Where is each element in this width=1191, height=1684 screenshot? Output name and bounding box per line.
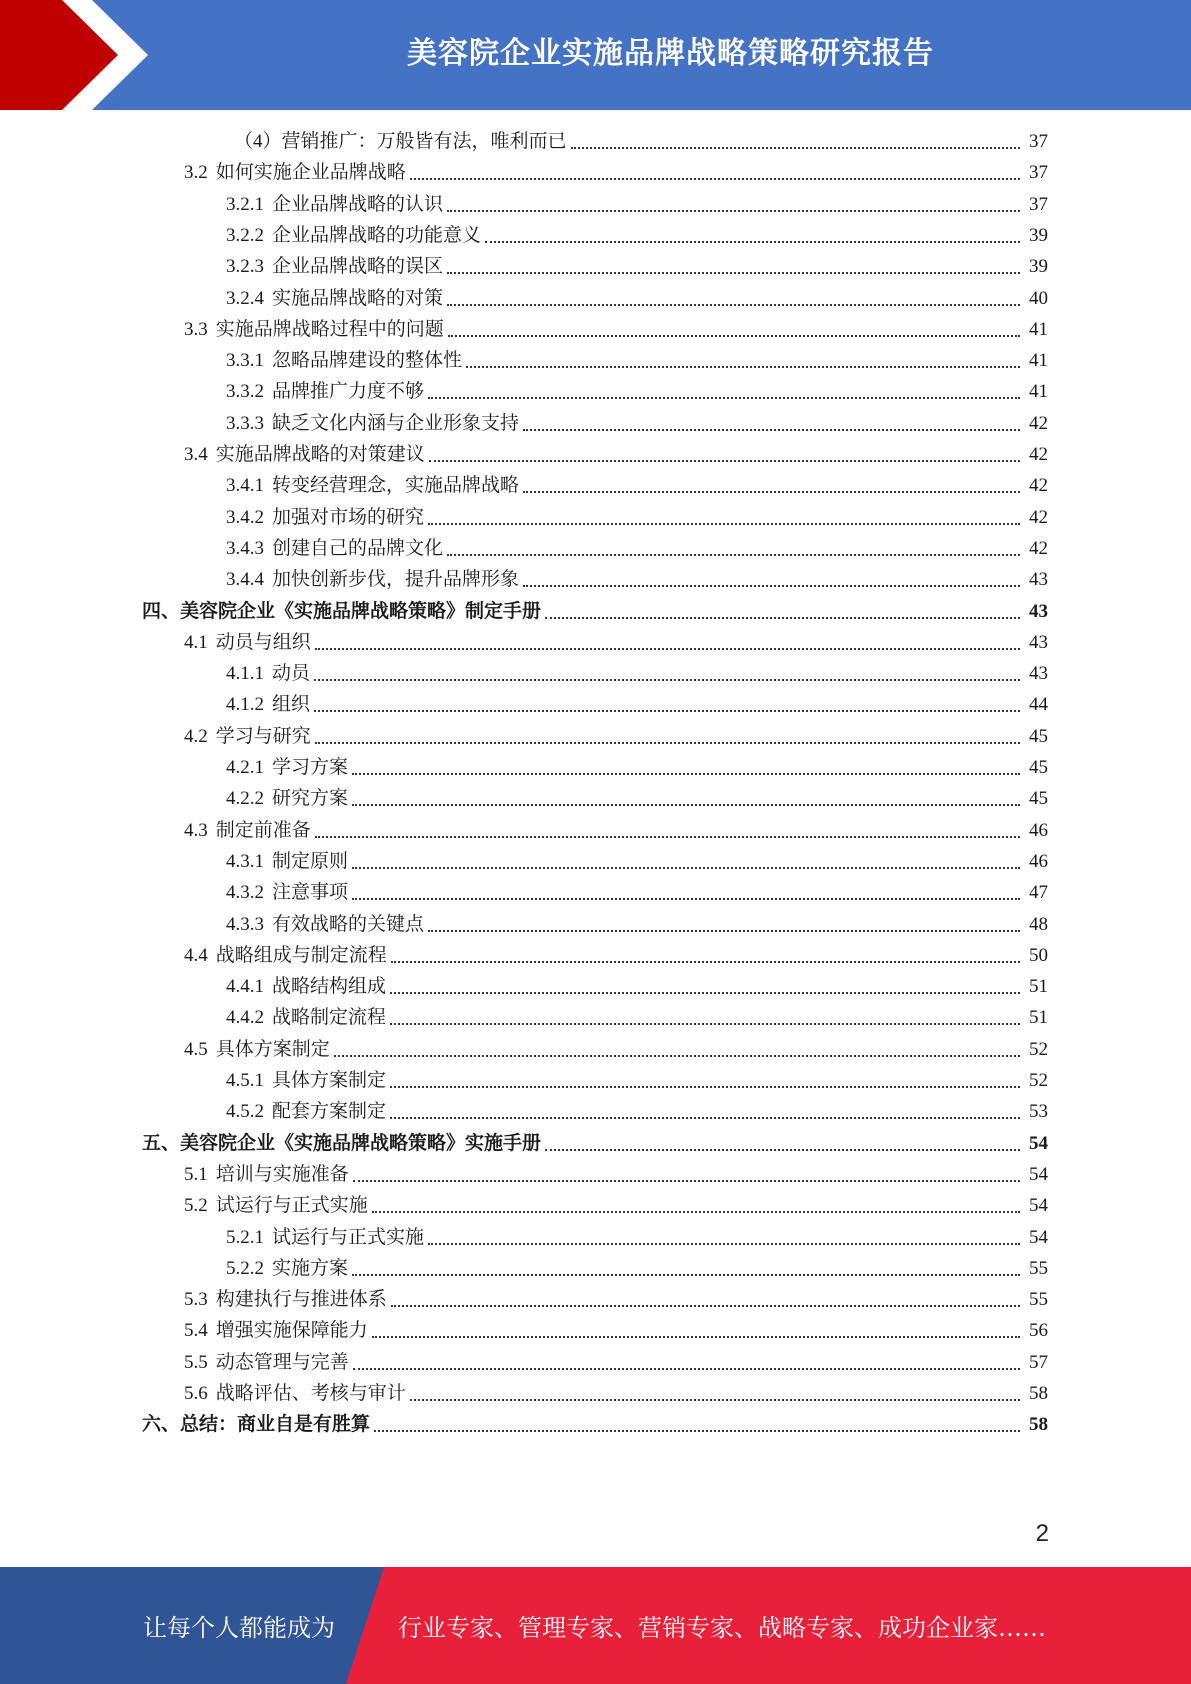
toc-entry[interactable] <box>184 817 1048 845</box>
toc-entry-page: 54 <box>1029 1132 1048 1154</box>
footer-slogan-left: 让每个人都能成为 <box>143 1614 335 1642</box>
toc-dot-leader <box>353 1180 1020 1182</box>
toc-dot-leader <box>372 1336 1020 1338</box>
toc-dot-leader <box>314 679 1020 681</box>
toc-entry[interactable] <box>226 535 1048 563</box>
toc-entry-title: 忽略品牌建设的整体性 <box>272 350 463 372</box>
toc-entry-title: 企业品牌战略的误区 <box>272 256 444 278</box>
toc-entry-page: 37 <box>1029 162 1048 184</box>
toc-entry[interactable] <box>226 1004 1048 1032</box>
toc-dot-leader <box>429 460 1020 462</box>
toc-entry-number: 3.4.4 <box>226 569 264 591</box>
toc-dot-leader <box>391 1305 1020 1307</box>
toc-entry-number: 4.5.1 <box>226 1070 264 1091</box>
toc-dot-leader <box>352 804 1020 806</box>
toc-entry-title: 加强对市场的研究 <box>272 506 425 528</box>
toc-entry-page: 54 <box>1029 1163 1048 1185</box>
toc-entry[interactable] <box>142 1130 1048 1158</box>
toc-dot-leader <box>448 335 1020 337</box>
toc-entry-title: 品牌推广力度不够 <box>272 381 425 403</box>
toc-entry-page: 57 <box>1029 1351 1048 1373</box>
toc-entry-title: 动员 <box>272 663 311 685</box>
toc-dot-leader <box>390 1086 1020 1088</box>
toc-entry[interactable] <box>184 1036 1048 1064</box>
toc-entry-number: 4.1 <box>184 631 208 653</box>
toc-entry-number: 3.4.2 <box>226 506 264 528</box>
toc-entry-title: 具体方案制定 <box>272 1070 387 1091</box>
toc-entry[interactable] <box>184 723 1048 751</box>
toc-entry-page: 42 <box>1029 506 1048 528</box>
page-header <box>0 0 1191 110</box>
toc-dot-leader <box>447 304 1020 306</box>
toc-entry-title: 如何实施企业品牌战略 <box>215 162 406 184</box>
toc-dot-leader <box>410 1399 1020 1401</box>
toc-entry-page: 47 <box>1029 882 1048 904</box>
toc-entry-page: 52 <box>1029 1038 1048 1060</box>
toc-entry-page: 44 <box>1029 694 1048 716</box>
toc-entry-page: 54 <box>1029 1226 1048 1248</box>
toc-dot-leader <box>352 1274 1020 1276</box>
toc-entry-number: 4.4.1 <box>226 976 264 998</box>
toc-entry-title: （4）营销推广：万般皆有法，唯利而已 <box>234 131 567 152</box>
toc-dot-leader <box>352 773 1020 775</box>
toc-entry[interactable] <box>142 1411 1048 1439</box>
toc-dot-leader <box>315 648 1020 650</box>
toc-entry-number: 5.2.2 <box>226 1257 264 1279</box>
toc-entry[interactable] <box>184 942 1048 970</box>
toc-dot-leader <box>374 1430 1020 1432</box>
toc-dot-leader <box>545 1149 1020 1151</box>
toc-entry-title: 构建执行与推进体系 <box>215 1289 387 1311</box>
toc-entry[interactable] <box>226 285 1048 313</box>
page-footer <box>0 1567 1191 1684</box>
toc-entry[interactable] <box>226 566 1048 594</box>
toc-entry-number: 5.6 <box>184 1383 208 1404</box>
toc-entry[interactable] <box>226 848 1048 876</box>
toc-entry-number: 4.4 <box>184 944 208 966</box>
toc-entry-title: 战略结构组成 <box>272 976 387 998</box>
toc-entry-page: 51 <box>1029 1007 1048 1029</box>
toc-dot-leader <box>390 1023 1020 1025</box>
toc-dot-leader <box>485 241 1020 243</box>
report-title: 美容院企业实施品牌战略策略研究报告 <box>407 36 934 71</box>
toc-entry[interactable] <box>226 911 1048 939</box>
toc-entry-title: 企业品牌战略的认识 <box>272 193 444 215</box>
toc-entry-page: 39 <box>1029 224 1048 246</box>
toc-entry-number: 4.1.2 <box>226 694 264 716</box>
toc-entry[interactable] <box>234 128 1048 156</box>
toc-entry-page: 55 <box>1029 1257 1048 1279</box>
toc-entry[interactable] <box>184 1161 1048 1189</box>
toc-entry-number: 4.4.2 <box>226 1007 264 1029</box>
toc-entry-title: 增强实施保障能力 <box>215 1320 368 1342</box>
toc-entry-page: 52 <box>1029 1070 1048 1091</box>
toc-entry-title: 五、美容院企业《实施品牌战略策略》实施手册 <box>142 1132 542 1154</box>
toc-entry-title: 组织 <box>272 694 311 716</box>
toc-dot-leader <box>353 1368 1020 1370</box>
toc-dot-leader <box>523 585 1020 587</box>
toc-entry[interactable] <box>226 879 1048 907</box>
toc-entry-number: 4.2.2 <box>226 788 264 810</box>
toc-dot-leader <box>571 147 1020 149</box>
toc-dot-leader <box>390 1117 1020 1119</box>
toc-entry-number: 5.3 <box>184 1289 208 1311</box>
toc-entry-page: 41 <box>1029 381 1048 403</box>
toc-dot-leader <box>447 554 1020 556</box>
toc-entry-title: 转变经营理念，实施品牌战略 <box>272 475 520 497</box>
toc-entry-title: 战略制定流程 <box>272 1007 387 1029</box>
toc-entry[interactable] <box>226 691 1048 719</box>
toc-entry-title: 研究方案 <box>272 788 349 810</box>
toc-entry-page: 45 <box>1029 757 1048 778</box>
toc-entry-title: 具体方案制定 <box>215 1038 330 1060</box>
toc-entry-number: 4.2.1 <box>226 757 264 778</box>
toc-entry-number: 3.4 <box>184 444 208 465</box>
toc-entry-number: 4.3.2 <box>226 882 264 904</box>
toc-entry[interactable] <box>184 1349 1048 1377</box>
toc-entry-title: 学习方案 <box>272 757 349 778</box>
page-number: 2 <box>1035 1520 1049 1547</box>
toc-entry-page: 48 <box>1029 913 1048 935</box>
toc-entry-title: 六、总结：商业自是有胜算 <box>142 1414 371 1436</box>
toc-dot-leader <box>523 491 1020 493</box>
toc-entry[interactable] <box>184 629 1048 657</box>
toc-dot-leader <box>428 930 1020 932</box>
toc-entry-title: 四、美容院企业《实施品牌战略策略》制定手册 <box>142 600 542 622</box>
toc-entry-number: 3.3 <box>184 318 208 340</box>
toc-entry-title: 试运行与正式实施 <box>272 1226 425 1248</box>
toc-entry-page: 45 <box>1029 788 1048 810</box>
toc-entry-title: 配套方案制定 <box>272 1101 387 1123</box>
toc-entry-title: 试运行与正式实施 <box>215 1195 368 1217</box>
toc-entry[interactable] <box>184 1286 1048 1314</box>
toc-dot-leader <box>428 1243 1020 1245</box>
toc-entry-title: 战略组成与制定流程 <box>215 944 387 966</box>
toc-entry[interactable] <box>226 191 1048 219</box>
toc-entry-number: 5.2.1 <box>226 1226 264 1248</box>
toc-entry[interactable] <box>226 504 1048 532</box>
toc-entry[interactable] <box>184 159 1048 187</box>
toc-entry-title: 动态管理与完善 <box>215 1351 349 1373</box>
toc-entry-number: 4.3 <box>184 819 208 841</box>
toc-dot-leader <box>315 836 1020 838</box>
toc-entry-page: 55 <box>1029 1289 1048 1311</box>
toc-entry-title: 注意事项 <box>272 882 349 904</box>
toc-entry-number: 4.1.1 <box>226 663 264 685</box>
toc-entry-number: 4.5 <box>184 1038 208 1060</box>
toc-entry-number: 3.3.1 <box>226 350 264 372</box>
toc-entry-page: 51 <box>1029 976 1048 998</box>
toc-entry-number: 4.2 <box>184 725 208 747</box>
toc-entry-title: 培训与实施准备 <box>215 1163 349 1185</box>
toc-entry-page: 43 <box>1029 631 1048 653</box>
toc-entry[interactable] <box>184 1380 1048 1408</box>
toc-entry-page: 43 <box>1029 600 1048 622</box>
toc-entry-title: 战略评估、考核与审计 <box>215 1383 406 1404</box>
toc-entry-number: 5.1 <box>184 1163 208 1185</box>
toc-dot-leader <box>352 867 1020 869</box>
toc-entry-page: 53 <box>1029 1101 1048 1123</box>
toc-entry[interactable] <box>184 441 1048 469</box>
toc-entry-number: 5.5 <box>184 1351 208 1373</box>
toc-entry-title: 动员与组织 <box>215 631 311 653</box>
toc-entry-title: 实施品牌战略的对策建议 <box>215 444 425 465</box>
toc-entry-number: 3.2.4 <box>226 287 264 309</box>
toc-dot-leader <box>315 742 1020 744</box>
toc-entry-title: 企业品牌战略的功能意义 <box>272 224 482 246</box>
toc-entry-number: 5.2 <box>184 1195 208 1217</box>
toc-entry-title: 实施品牌战略的对策 <box>272 287 444 309</box>
header-arrow-decoration <box>0 0 160 110</box>
toc-entry-number: 3.4.3 <box>226 537 264 559</box>
toc-entry-page: 41 <box>1029 350 1048 372</box>
toc-entry-page: 43 <box>1029 663 1048 685</box>
toc-entry-number: 3.2.3 <box>226 256 264 278</box>
toc-entry-page: 37 <box>1029 131 1048 152</box>
toc-entry-number: 3.2.2 <box>226 224 264 246</box>
toc-entry-number: 4.3.1 <box>226 850 264 872</box>
toc-entry[interactable] <box>226 472 1048 500</box>
toc-entry-title: 学习与研究 <box>215 725 311 747</box>
toc-dot-leader <box>372 1211 1020 1213</box>
toc-entry[interactable] <box>226 1067 1048 1095</box>
toc-entry-page: 46 <box>1029 850 1048 872</box>
toc-entry-title: 加快创新步伐，提升品牌形象 <box>272 569 520 591</box>
toc-dot-leader <box>352 898 1020 900</box>
toc-entry-page: 43 <box>1029 569 1048 591</box>
toc-entry[interactable] <box>226 253 1048 281</box>
toc-entry[interactable] <box>226 785 1048 813</box>
toc-entry[interactable] <box>184 1192 1048 1220</box>
toc-entry[interactable] <box>184 1317 1048 1345</box>
toc-entry-page: 54 <box>1029 1195 1048 1217</box>
toc-entry-page: 40 <box>1029 287 1048 309</box>
toc-dot-leader <box>334 1055 1020 1057</box>
toc-dot-leader <box>390 992 1020 994</box>
toc-entry-number: 4.3.3 <box>226 913 264 935</box>
toc-entry-title: 创建自己的品牌文化 <box>272 537 444 559</box>
toc-dot-leader <box>447 272 1020 274</box>
toc-entry[interactable] <box>226 1098 1048 1126</box>
toc-dot-leader <box>428 523 1020 525</box>
toc-entry-number: 3.3.2 <box>226 381 264 403</box>
toc-entry-number: 3.2.1 <box>226 193 264 215</box>
toc-entry-title: 缺乏文化内涵与企业形象支持 <box>272 412 520 434</box>
toc-dot-leader <box>466 366 1020 368</box>
toc-dot-leader <box>447 210 1020 212</box>
toc-entry-page: 58 <box>1029 1414 1048 1436</box>
toc-entry-page: 37 <box>1029 193 1048 215</box>
toc-dot-leader <box>428 397 1020 399</box>
toc-entry-title: 实施方案 <box>272 1257 349 1279</box>
toc-entry-page: 46 <box>1029 819 1048 841</box>
toc-entry[interactable] <box>226 754 1048 782</box>
toc-entry-page: 58 <box>1029 1383 1048 1404</box>
toc-entry-title: 有效战略的关键点 <box>272 913 425 935</box>
toc-entry-page: 56 <box>1029 1320 1048 1342</box>
toc-entry-number: 3.4.1 <box>226 475 264 497</box>
toc-entry-page: 42 <box>1029 475 1048 497</box>
toc-entry-page: 42 <box>1029 444 1048 465</box>
toc-entry-number: 5.4 <box>184 1320 208 1342</box>
toc-entry-page: 45 <box>1029 725 1048 747</box>
toc-entry[interactable] <box>226 347 1048 375</box>
toc-entry-title: 制定原则 <box>272 850 349 872</box>
footer-slogan-right: 行业专家、管理专家、营销专家、战略专家、成功企业家…… <box>398 1614 1046 1642</box>
toc-entry-number: 4.5.2 <box>226 1101 264 1123</box>
toc-entry[interactable] <box>226 660 1048 688</box>
toc-entry[interactable] <box>226 973 1048 1001</box>
toc-dot-leader <box>314 710 1020 712</box>
toc-entry[interactable] <box>184 316 1048 344</box>
toc-entry-page: 42 <box>1029 537 1048 559</box>
toc-entry[interactable] <box>226 410 1048 438</box>
toc-dot-leader <box>391 961 1020 963</box>
toc-entry-number: 3.2 <box>184 162 208 184</box>
toc-entry-page: 39 <box>1029 256 1048 278</box>
toc-entry[interactable] <box>226 1224 1048 1252</box>
toc-entry-number: 3.3.3 <box>226 412 264 434</box>
toc-entry[interactable] <box>226 378 1048 406</box>
toc-entry[interactable] <box>142 598 1048 626</box>
toc-dot-leader <box>410 178 1020 180</box>
toc-entry-page: 42 <box>1029 412 1048 434</box>
toc-entry-page: 50 <box>1029 944 1048 966</box>
toc-entry-title: 实施品牌战略过程中的问题 <box>215 318 444 340</box>
toc-entry-page: 41 <box>1029 318 1048 340</box>
toc-dot-leader <box>523 429 1020 431</box>
toc-entry-title: 制定前准备 <box>215 819 311 841</box>
toc-entry[interactable] <box>226 1255 1048 1283</box>
toc-entry[interactable] <box>226 222 1048 250</box>
toc-dot-leader <box>545 617 1020 619</box>
